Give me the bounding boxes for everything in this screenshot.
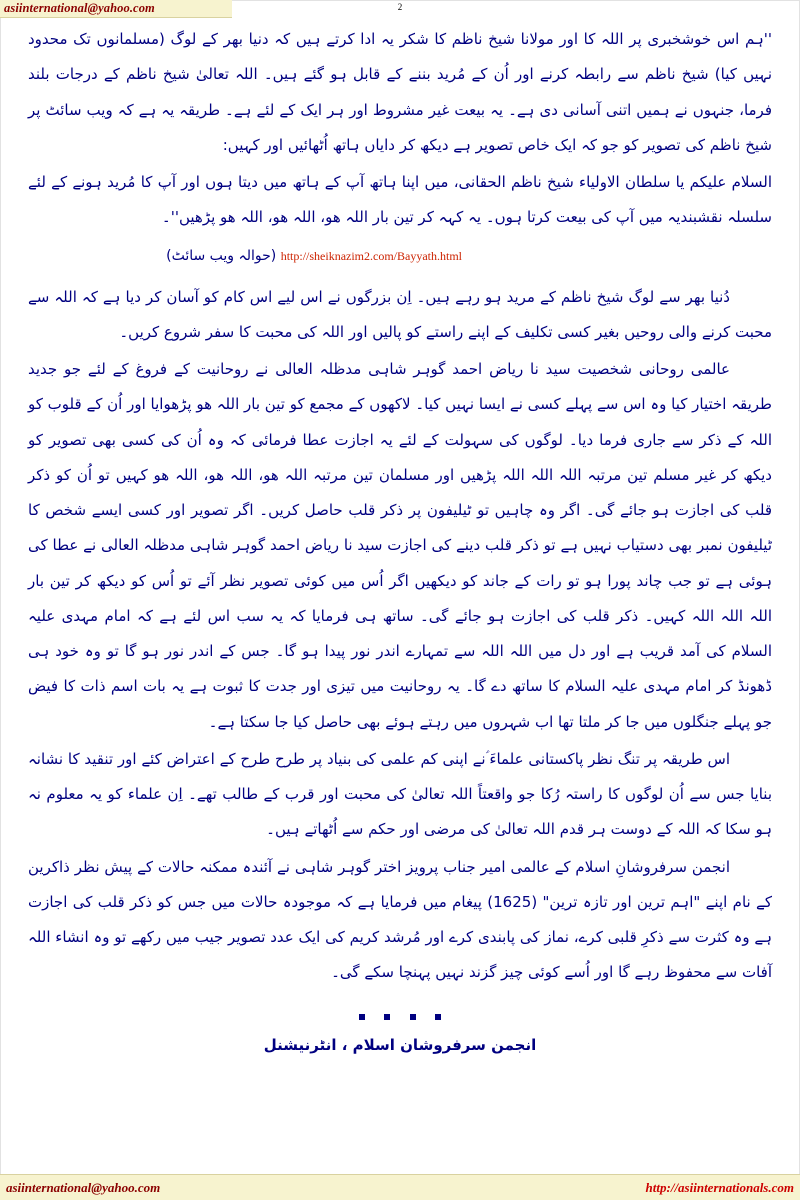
paragraph-4: عالمی روحانی شخصیت سید نا ریاض احمد گوہر شاہی مدظلہ العالی نے روحانیت کے فروغ کے لئے جو جدید طریقہ اختیار کیا وہ اس سے پہلے کسی نے ایسا نہیں کیا۔ لاکھوں کے مجمع کو تین بار اللہ ھو پڑھوایا اور اُن کے قلوب کو اللہ کے ذکر سے جاری فرما دیا۔ لوگوں کی سہولت کے لئے یہ اجازت عطا فرمائی کہ وہ اُن کی کسی بھی تصویر کو دیکھ کر غیر مسلم تین مرتبہ اللہ اللہ اللہ پڑھیں اور مسلمان تین مرتبہ اللہ ھو، اللہ ھو، اللہ ھو کہیں تو اُن کو ذکر قلب کی اجازت ہو جائے گی۔ اگر وہ چاہیں تو ٹیلیفون پر ذکر قلب حاصل کریں۔ اگر تصویر اور کسی ایسے شخص کا ٹیلیفون نمبر بھی دستیاب نہیں ہے تو ذکر قلب دینے کی اجازت سید نا ریاض احمد گوہر شاہی مدظلہ العالی نے عطا کی ہوئی ہے تو جب چاند پورا ہو تو رات کے جاند کو دیکھیں اگر اُس میں کوئی تصویر نظر آئے تو اُس کو دیکھ کر تین بار اللہ اللہ اللہ کہیں۔ ذکر قلب کی اجازت ہو جائے گی۔ ساتھ ہی فرمایا کہ یہ سب اس لئے ہے کہ امام مہدی علیہ السلام کی آمد قریب ہے اور دل میں اللہ اللہ سے تمہارے اندر نور پیدا ہو گا۔ جس کے اندر نور ہو گا تو وہ خود ہی ڈھونڈ کر امام مہدی علیہ السلام کا ساتھ دے گا۔ یہ روحانیت میں تیزی اور جدت کا ثبوت ہے یہ بات اسم ذات کا فیض جو پہلے جنگلوں میں جا کر ملتا تھا اب شہروں میں رہتے ہوئے بھی حاصل کیا جا سکتا ہے۔: [28, 360, 772, 731]
paragraph-3: دُنیا بھر سے لوگ شیخ ناظم کے مرید ہو رہے ہیں۔ اِن بزرگوں نے اس لیے اس کام کو آسان کر دیا ہے کہ اللہ سے محبت کرنے والی روحیں بغیر کسی تکلیف کے اپنے راستے کو پالیں اور اللہ کی محبت کا سفر شروع کریں۔: [28, 287, 772, 341]
separator-dot: [384, 1014, 390, 1020]
separator-dot: [435, 1014, 441, 1020]
separator-dot: [359, 1014, 365, 1020]
paragraph-2: السلام علیکم یا سلطان الاولیاء شیخ ناظم الحقانی، میں اپنا ہاتھ آپ کے ہاتھ میں دیتا ہوں اور آپ کا مُرید ہونے کے لئے سلسلہ نقشبندیہ میں آپ کی بیعت کرتا ہوں۔ یہ کہہ کر تین بار اللہ ھو، اللہ ھو، اللہ ھو پڑھیں''۔: [28, 173, 772, 227]
section-separator: [28, 1007, 772, 1026]
header-email: asiinternational@yahoo.com: [4, 1, 155, 15]
organization-name: انجمن سرفروشان اسلام ، انٹرنیشنل: [263, 1035, 537, 1054]
page-footer: [0, 1174, 800, 1200]
paragraph-1: ''ہم اس خوشخبری پر اللہ کا اور مولانا شیخ ناظم کا شکر یہ ادا کرتے ہیں کہ دنیا بھر کے لوگ (مسلمانوں تک محدود نہیں کیا) شیخ ناظم سے رابطہ کرنے اور اُن کے مُرید بننے کے قابل ہو گئے ہیں۔ اللہ تعالیٰ شیخ ناظم کے درجات بلند فرما، جنہوں نے ہمیں اتنی آسانی دی ہے۔ یہ بیعت غیر مشروط اور ہر ایک کے لئے ہے۔ طریقہ یہ ہے کہ ویب سائٹ پر شیخ ناظم کی تصویر کو جو کہ ایک خاص تصویر ہے دیکھ کر دایاں ہاتھ اُٹھائیں اور کہیں:: [28, 30, 772, 154]
paragraph-5: اس طریقہ پر تنگ نظر پاکستانی علماءَ ؑنے اپنی کم علمی کی بنیاد پر طرح طرح کے اعتراض کئے اور تنقید کا نشانہ بنایا جس سے اُن لوگوں کا راستہ رُکا جو واقعتاً اللہ تعالیٰ کی محبت اور قرب کے طالب تھے۔ اِن علماء کو یہ معلوم نہ ہو سکا کہ اللہ کے دوست ہر قدم اللہ تعالیٰ کی مرضی اور حکم سے اُٹھاتے ہیں۔: [28, 749, 772, 839]
reference-line: [28, 242, 772, 270]
reference-label: (حوالہ ویب سائٹ): [166, 247, 277, 264]
paragraph-6: انجمن سرفروشانِ اسلام کے عالمی امیر جناب پرویز اختر گوہر شاہی نے آئندہ ممکنہ حالات کے پیش نظر ذاکرین کے نام اپنے "اہم ترین اور تازہ ترین" (1625) پیغام میں فرمایا ہے کہ موجودہ حالات میں جس کو ذکر قلب کی اجازت ہے وہ کثرت سے ذکرِ قلبی کرے، نماز کی پابندی کرے اور مُرشد کریم کی ایک عدد تصویر جیب میں رکھے تو وہ انشاء اللہ آفات سے محفوظ رہے گا اور اُسے کوئی چیز گزند نہیں پہنچا سکے گی۔: [28, 857, 772, 982]
page-number: 2: [397, 2, 403, 12]
footer-url[interactable]: http://asiinternationals.com: [645, 1179, 794, 1195]
separator-dot: [410, 1014, 416, 1020]
footer-email: asiinternational@yahoo.com: [6, 1179, 161, 1195]
reference-url[interactable]: http://sheiknazim2.com/Bayyath.html: [280, 248, 462, 263]
document-body: [28, 22, 772, 1054]
